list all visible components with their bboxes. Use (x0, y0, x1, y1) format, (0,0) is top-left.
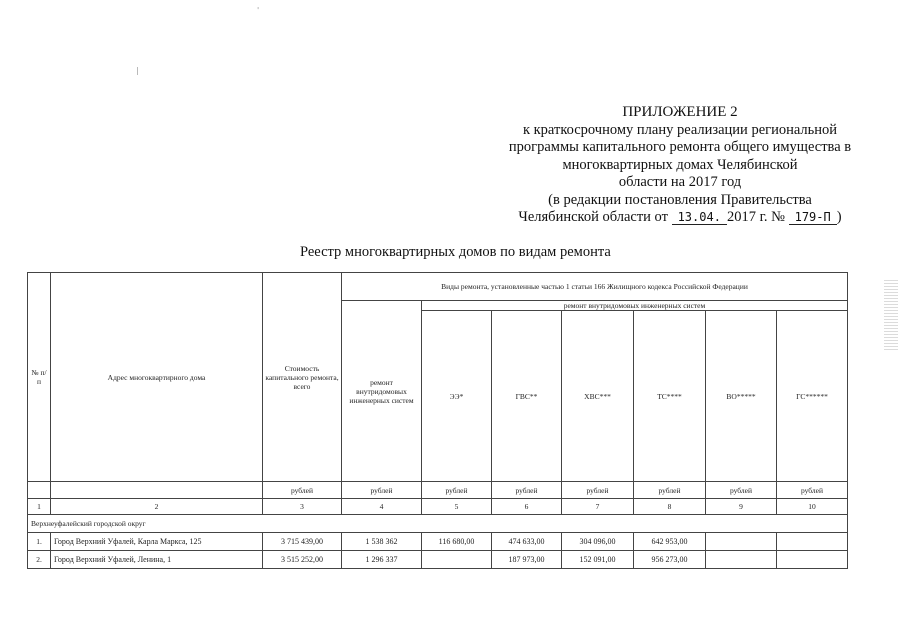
scan-mark: | (136, 66, 139, 75)
col-header-gvs: ГВС** (492, 311, 562, 482)
row-address: Город Верхний Уфалей, Карла Маркса, 125 (51, 533, 263, 551)
unit-cell: рублей (706, 482, 777, 499)
appendix-title: ПРИЛОЖЕНИЕ 2 (622, 104, 738, 120)
redaction-number: 179-П (789, 211, 837, 225)
column-number: 3 (263, 499, 342, 515)
table-row (28, 533, 848, 551)
unit-cell: рублей (263, 482, 342, 499)
row-hvs: 152 091,00 (562, 551, 634, 569)
column-number: 5 (422, 499, 492, 515)
column-number: 7 (562, 499, 634, 515)
unit-cell: рублей (777, 482, 848, 499)
redaction-line: (в редакции постановления Правительства (548, 191, 812, 208)
column-number: 1 (28, 499, 51, 515)
appendix-header (470, 104, 890, 227)
row-ts: 642 953,00 (634, 533, 706, 551)
row-gvs: 187 973,00 (492, 551, 562, 569)
col-header-ee: ЭЭ* (422, 311, 492, 482)
col-header-ts: ТС**** (634, 311, 706, 482)
table-row (28, 551, 848, 569)
redaction-prefix: Челябинской области от (518, 209, 668, 225)
row-eng-total: 1 296 337 (342, 551, 422, 569)
column-number: 10 (777, 499, 848, 515)
col-header-address: Адрес многоквартирного дома (51, 273, 263, 482)
column-number: 9 (706, 499, 777, 515)
redaction-suffix: ) (836, 209, 842, 225)
row-gvs: 474 633,00 (492, 533, 562, 551)
scan-mark: ' (257, 6, 260, 15)
redaction-middle: 2017 г. № (726, 209, 785, 225)
header-line: программы капитального ремонта общего имущества в (508, 139, 852, 155)
unit-cell: рублей (422, 482, 492, 499)
unit-cell: рублей (634, 482, 706, 499)
col-header-repair-types: Виды ремонта, установленные частью 1 статьи 166 Жилищного кодекса Российской Федерации (342, 273, 848, 301)
row-gs (777, 551, 848, 569)
row-eng-total: 1 538 362 (342, 533, 422, 551)
unit-cell-empty (51, 482, 263, 499)
col-header-hvs: ХВС*** (562, 311, 634, 482)
row-gs (777, 533, 848, 551)
col-header-vo: ВО***** (706, 311, 777, 482)
district-row: Верхнеуфалейский городской округ (28, 515, 848, 533)
redaction-line-2 (470, 209, 890, 227)
unit-cell: рублей (342, 482, 422, 499)
row-ee: 116 680,00 (422, 533, 492, 551)
registry-table (27, 272, 848, 569)
unit-cell-empty (28, 482, 51, 499)
row-hvs: 304 096,00 (562, 533, 634, 551)
row-address: Город Верхний Уфалей, Ленина, 1 (51, 551, 263, 569)
row-ee (422, 551, 492, 569)
col-header-cost: Стоимость капитального ремонта, всего (263, 273, 342, 482)
header-line: многоквартирных домах Челябинской (562, 156, 798, 173)
col-header-num: № п/п (28, 273, 51, 482)
row-vo (706, 551, 777, 569)
col-header-engineering-total: ремонт внутридомовых инженерных систем (342, 301, 422, 482)
document-title: Реестр многоквартирных домов по видам ремонта (300, 244, 611, 260)
column-number: 8 (634, 499, 706, 515)
row-cost: 3 515 252,00 (263, 551, 342, 569)
redaction-date: 13.04. (672, 211, 727, 225)
column-number: 4 (342, 499, 422, 515)
row-ts: 956 273,00 (634, 551, 706, 569)
scan-noise (884, 280, 898, 350)
row-num: 2. (28, 551, 51, 569)
row-num: 1. (28, 533, 51, 551)
header-line: области на 2017 год (618, 174, 742, 190)
column-number: 2 (51, 499, 263, 515)
row-cost: 3 715 439,00 (263, 533, 342, 551)
col-header-gs: ГС****** (777, 311, 848, 482)
column-number: 6 (492, 499, 562, 515)
unit-cell: рублей (492, 482, 562, 499)
row-vo (706, 533, 777, 551)
col-header-engineering-group: ремонт внутридомовых инженерных систем (422, 301, 848, 311)
header-line: к краткосрочному плану реализации региональной (522, 121, 838, 138)
unit-cell: рублей (562, 482, 634, 499)
